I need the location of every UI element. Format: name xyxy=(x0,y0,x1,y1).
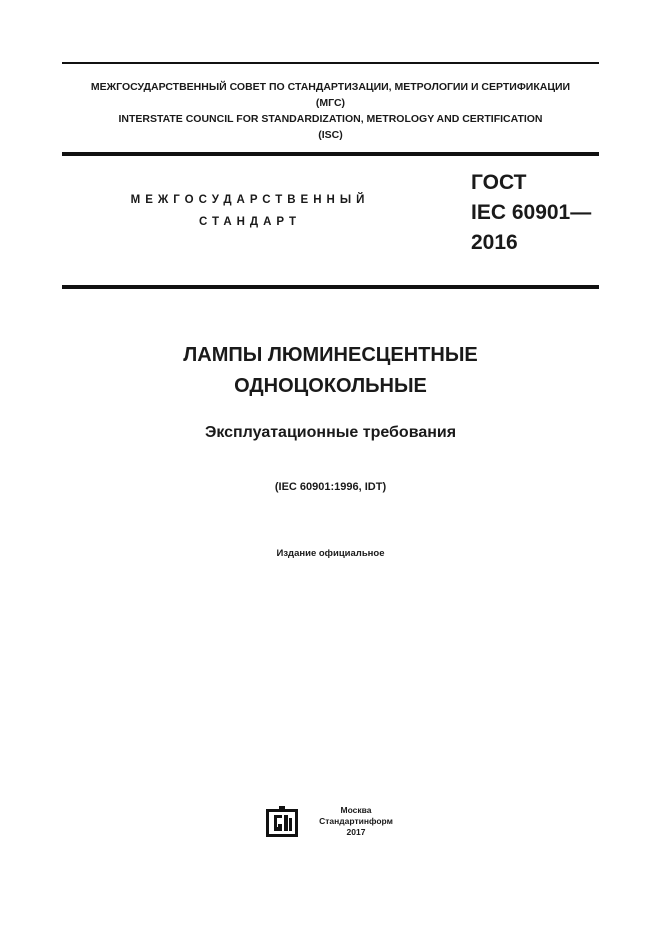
publisher-block xyxy=(308,805,404,838)
council-ru-name: МЕЖГОСУДАРСТВЕННЫЙ СОВЕТ ПО СТАНДАРТИЗАЦИИ, МЕТРОЛОГИИ И СЕРТИФИКАЦИИ xyxy=(90,81,571,93)
standard-kind-line2: СТАНДАРТ xyxy=(199,216,301,228)
standard-kind-line1: МЕЖГОСУДАРСТВЕННЫЙ xyxy=(130,194,370,206)
designation-divider xyxy=(62,285,599,289)
title-line2: ОДНОЦОКОЛЬНЫЕ xyxy=(234,375,427,397)
publisher-year: 2017 xyxy=(346,827,366,837)
header-divider xyxy=(62,152,599,156)
publisher-name: Стандартинформ xyxy=(319,816,393,826)
edition-note: Издание официальное xyxy=(276,548,385,559)
standard-kind xyxy=(112,189,388,233)
top-rule xyxy=(62,62,599,64)
gost-line3: 2016 xyxy=(471,231,518,254)
council-ru-abbr: (МГС) xyxy=(315,97,346,109)
council-en-abbr: (ISC) xyxy=(318,129,343,141)
gost-designation xyxy=(471,168,591,258)
title-line1: ЛАМПЫ ЛЮМИНЕСЦЕНТНЫЕ xyxy=(183,344,478,366)
gost-line1: ГОСТ xyxy=(471,171,527,194)
council-en-name: INTERSTATE COUNCIL FOR STANDARDIZATION, METROLOGY AND CERTIFICATION xyxy=(118,113,543,125)
standartinform-logo-icon xyxy=(265,806,299,838)
council-header xyxy=(62,79,599,143)
document-subtitle: Эксплуатационные требования xyxy=(204,424,457,441)
iec-reference: (IEC 60901:1996, IDT) xyxy=(274,481,387,493)
publisher-city: Москва xyxy=(340,805,372,815)
gost-line2: IEC 60901— xyxy=(471,201,592,224)
document-title xyxy=(62,340,599,402)
